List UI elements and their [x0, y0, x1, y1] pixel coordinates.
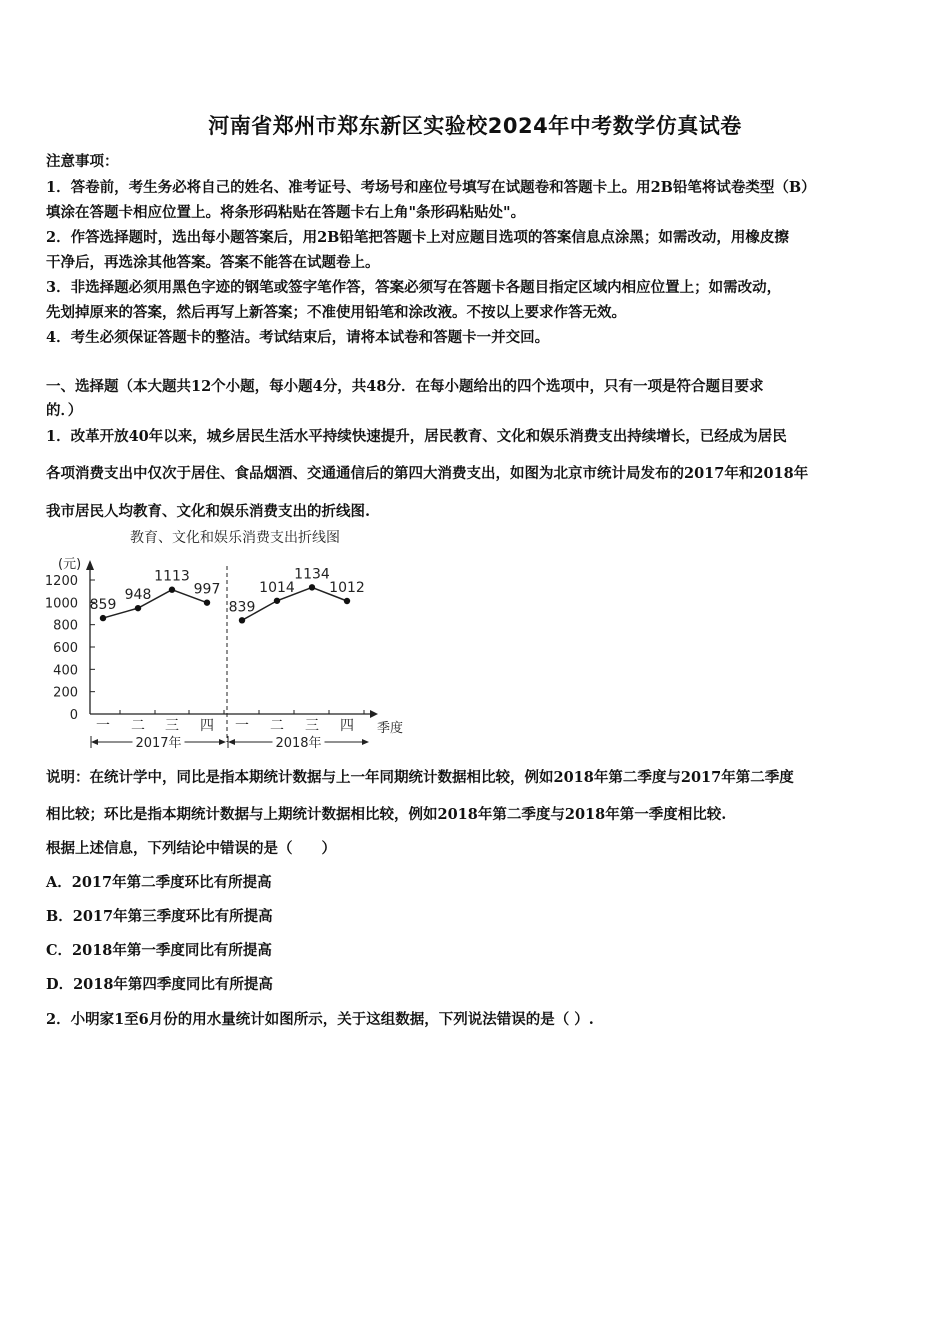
x-tick-label: 二 — [131, 718, 145, 734]
data-point — [344, 598, 350, 604]
x-tick-label: 三 — [165, 718, 179, 734]
x-axis-label: 季度 — [376, 721, 404, 736]
y-tick-label: 1200 — [44, 574, 78, 589]
x-tick-label: 一 — [96, 718, 110, 734]
data-label: 1134 — [294, 566, 330, 583]
data-point — [169, 587, 175, 593]
x-tick-label: 三 — [305, 718, 319, 734]
page-title: 河南省郑州市郑东新区实验校2024年中考数学仿真试卷 — [208, 114, 742, 138]
data-point — [239, 617, 245, 623]
y-tick-label: 600 — [53, 641, 78, 656]
year-bracket-arrow — [219, 739, 226, 745]
x-tick-label: 四 — [200, 718, 214, 734]
q1-option-a: A．2017年第二季度环比有所提高 — [46, 874, 272, 891]
q2-stem: 2．小明家1至6月份的用水量统计如图所示，关于这组数据，下列说法错误的是（ ）. — [46, 1011, 594, 1028]
notice-heading: 注意事项： — [46, 153, 119, 170]
data-label: 859 — [89, 597, 117, 614]
series-line — [103, 590, 207, 618]
notice-line: 干净后，再选涂其他答案。答案不能答在试题卷上。 — [46, 254, 380, 271]
q1-option-b: B．2017年第三季度环比有所提高 — [46, 908, 273, 925]
y-axis-arrow — [86, 560, 94, 570]
notice-line: 填涂在答题卡相应位置上。将条形码粘贴在答题卡右上角"条形码粘贴处"。 — [46, 204, 526, 221]
data-label: 1012 — [329, 579, 365, 596]
x-tick-label: 四 — [340, 718, 354, 734]
q1-stem-line: 我市居民人均教育、文化和娱乐消费支出的折线图. — [46, 503, 371, 520]
y-tick-label: 200 — [53, 685, 78, 701]
data-point — [135, 605, 141, 611]
data-label: 948 — [124, 587, 152, 604]
x-axis-arrow — [370, 710, 378, 718]
year-label: 2018年 — [275, 736, 322, 751]
data-label: 1014 — [259, 579, 295, 596]
data-label: 997 — [193, 581, 221, 598]
x-tick-label: 二 — [270, 718, 284, 734]
data-point — [309, 584, 315, 590]
q1-option-d: D．2018年第四季度同比有所提高 — [46, 976, 273, 993]
y-tick-label: 400 — [53, 663, 78, 679]
notice-line: 2．作答选择题时，选出每小题答案后，用2B铅笔把答题卡上对应题目选项的答案信息点涂黑；如需改动，用橡皮擦 — [46, 229, 789, 246]
y-tick-label: 0 — [69, 708, 78, 723]
q1-question: 根据上述信息，下列结论中错误的是（ ） — [46, 840, 336, 857]
data-label: 1113 — [154, 568, 190, 585]
q1-explain-line: 说明：在统计学中，同比是指本期统计数据与上一年同期统计数据相比较，例如2018年第二季度与2017年第二季度 — [46, 769, 794, 786]
notice-line: 3．非选择题必须用黑色字迹的钢笔或签字笔作答，答案必须写在答题卡各题目指定区域内相应位置上；如需改动， — [46, 279, 782, 296]
q1-explain-line: 相比较；环比是指本期统计数据与上期统计数据相比较，例如2018年第二季度与2018年第一季度相比较. — [46, 806, 727, 823]
q1-stem-line: 各项消费支出中仅次于居住、食品烟酒、交通通信后的第四大消费支出，如图为北京市统计局发布的2017年和2018年 — [46, 465, 809, 482]
notice-line: 4．考生必须保证答题卡的整洁。考试结束后，请将本试卷和答题卡一并交回。 — [46, 329, 550, 346]
section-heading-cont: 的．） — [46, 402, 83, 419]
year-label: 2017年 — [135, 736, 182, 751]
y-axis-label: (元) — [58, 557, 82, 572]
notice-line: 先划掉原来的答案，然后再写上新答案；不准使用铅笔和涂改液。不按以上要求作答无效。 — [46, 304, 626, 321]
data-point — [100, 615, 106, 621]
q1-option-c: C．2018年第一季度同比有所提高 — [46, 942, 272, 959]
year-bracket-arrow — [91, 739, 98, 745]
data-point — [204, 599, 210, 605]
data-label: 839 — [228, 599, 256, 616]
notice-line: 1．答卷前，考生务必将自己的姓名、准考证号、考场号和座位号填写在试题卷和答题卡上。用2B铅笔将试卷类型（B） — [46, 179, 816, 196]
year-bracket-arrow — [362, 739, 369, 745]
line-chart — [40, 522, 420, 757]
chart-title: 教育、文化和娱乐消费支出折线图 — [130, 530, 340, 546]
data-point — [274, 598, 280, 604]
year-bracket-arrow — [228, 739, 235, 745]
x-tick-label: 一 — [235, 718, 249, 734]
y-tick-label: 1000 — [44, 596, 78, 612]
y-tick-label: 800 — [53, 618, 78, 634]
section-heading: 一、选择题（本大题共12个小题，每小题4分，共48分．在每小题给出的四个选项中，只有一项是符合题目要求 — [46, 378, 764, 395]
q1-stem-line: 1．改革开放40年以来，城乡居民生活水平持续快速提升，居民教育、文化和娱乐消费支出持续增长，已经成为居民 — [46, 428, 787, 445]
